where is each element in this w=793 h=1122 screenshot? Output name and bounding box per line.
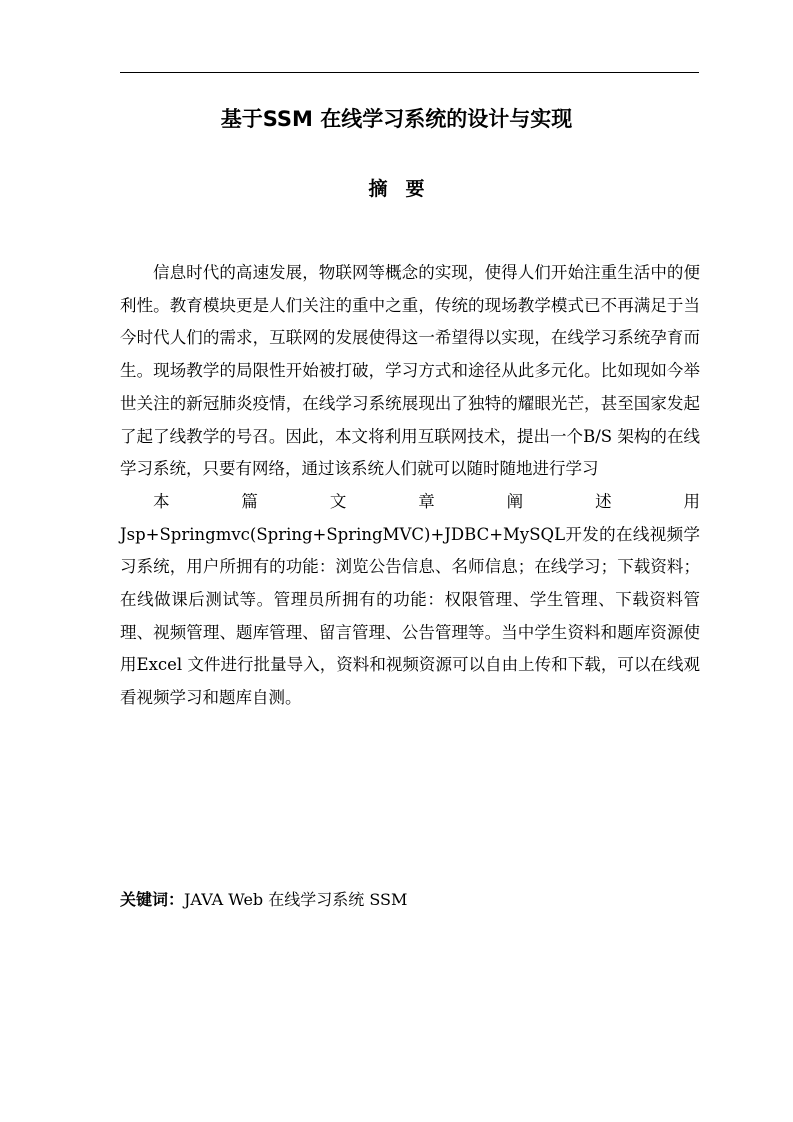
abstract-paragraph-2: 本篇文章阐述用Jsp+Springmvc(Spring+SpringMVC)+JDBC+MySQL开发的在线视频学习系统，用户所拥有的功能：浏览公告信息、名师信息；在线学习；下载资料；在线做课后测试等。管理员所拥有的功能：权限管理、学生管理、下载资料管理、视频管理、题库管理、留言管理、公告管理等。当中学生资料和题库资源使用Excel 文件进行批量导入，资料和视频资源可以自由上传和下载，可以在线观看视频学习和题库自测。: [120, 491, 700, 708]
abstract-paragraph-1: 信息时代的高速发展，物联网等概念的实现，使得人们开始注重生活中的便利性。教育模块更是人们关注的重中之重，传统的现场教学模式已不再满足于当今时代人们的需求，互联网的发展使得这一希望得以实现，在线学习系统孕育而生。现场教学的局限性开始被打破，学习方式和途径从此多元化。比如现如今举世关注的新冠肺炎疫情，在线学习系统展现出了独特的耀眼光芒，甚至国家发起了起了线教学的号召。因此，本文将利用互联网技术，提出一个B/S 架构的在线学习系统，只要有网络，通过该系统人们就可以随时随地进行学习: [120, 263, 700, 479]
abstract-body: [120, 257, 700, 715]
keywords-label: 关键词：: [120, 890, 185, 909]
header-rule: [120, 72, 699, 73]
keywords-line: [120, 886, 700, 914]
keywords-value: JAVA Web 在线学习系统 SSM: [184, 890, 408, 909]
abstract-heading: 摘要: [368, 178, 443, 200]
document-title: 基于SSM 在线学习系统的设计与实现: [220, 107, 573, 131]
